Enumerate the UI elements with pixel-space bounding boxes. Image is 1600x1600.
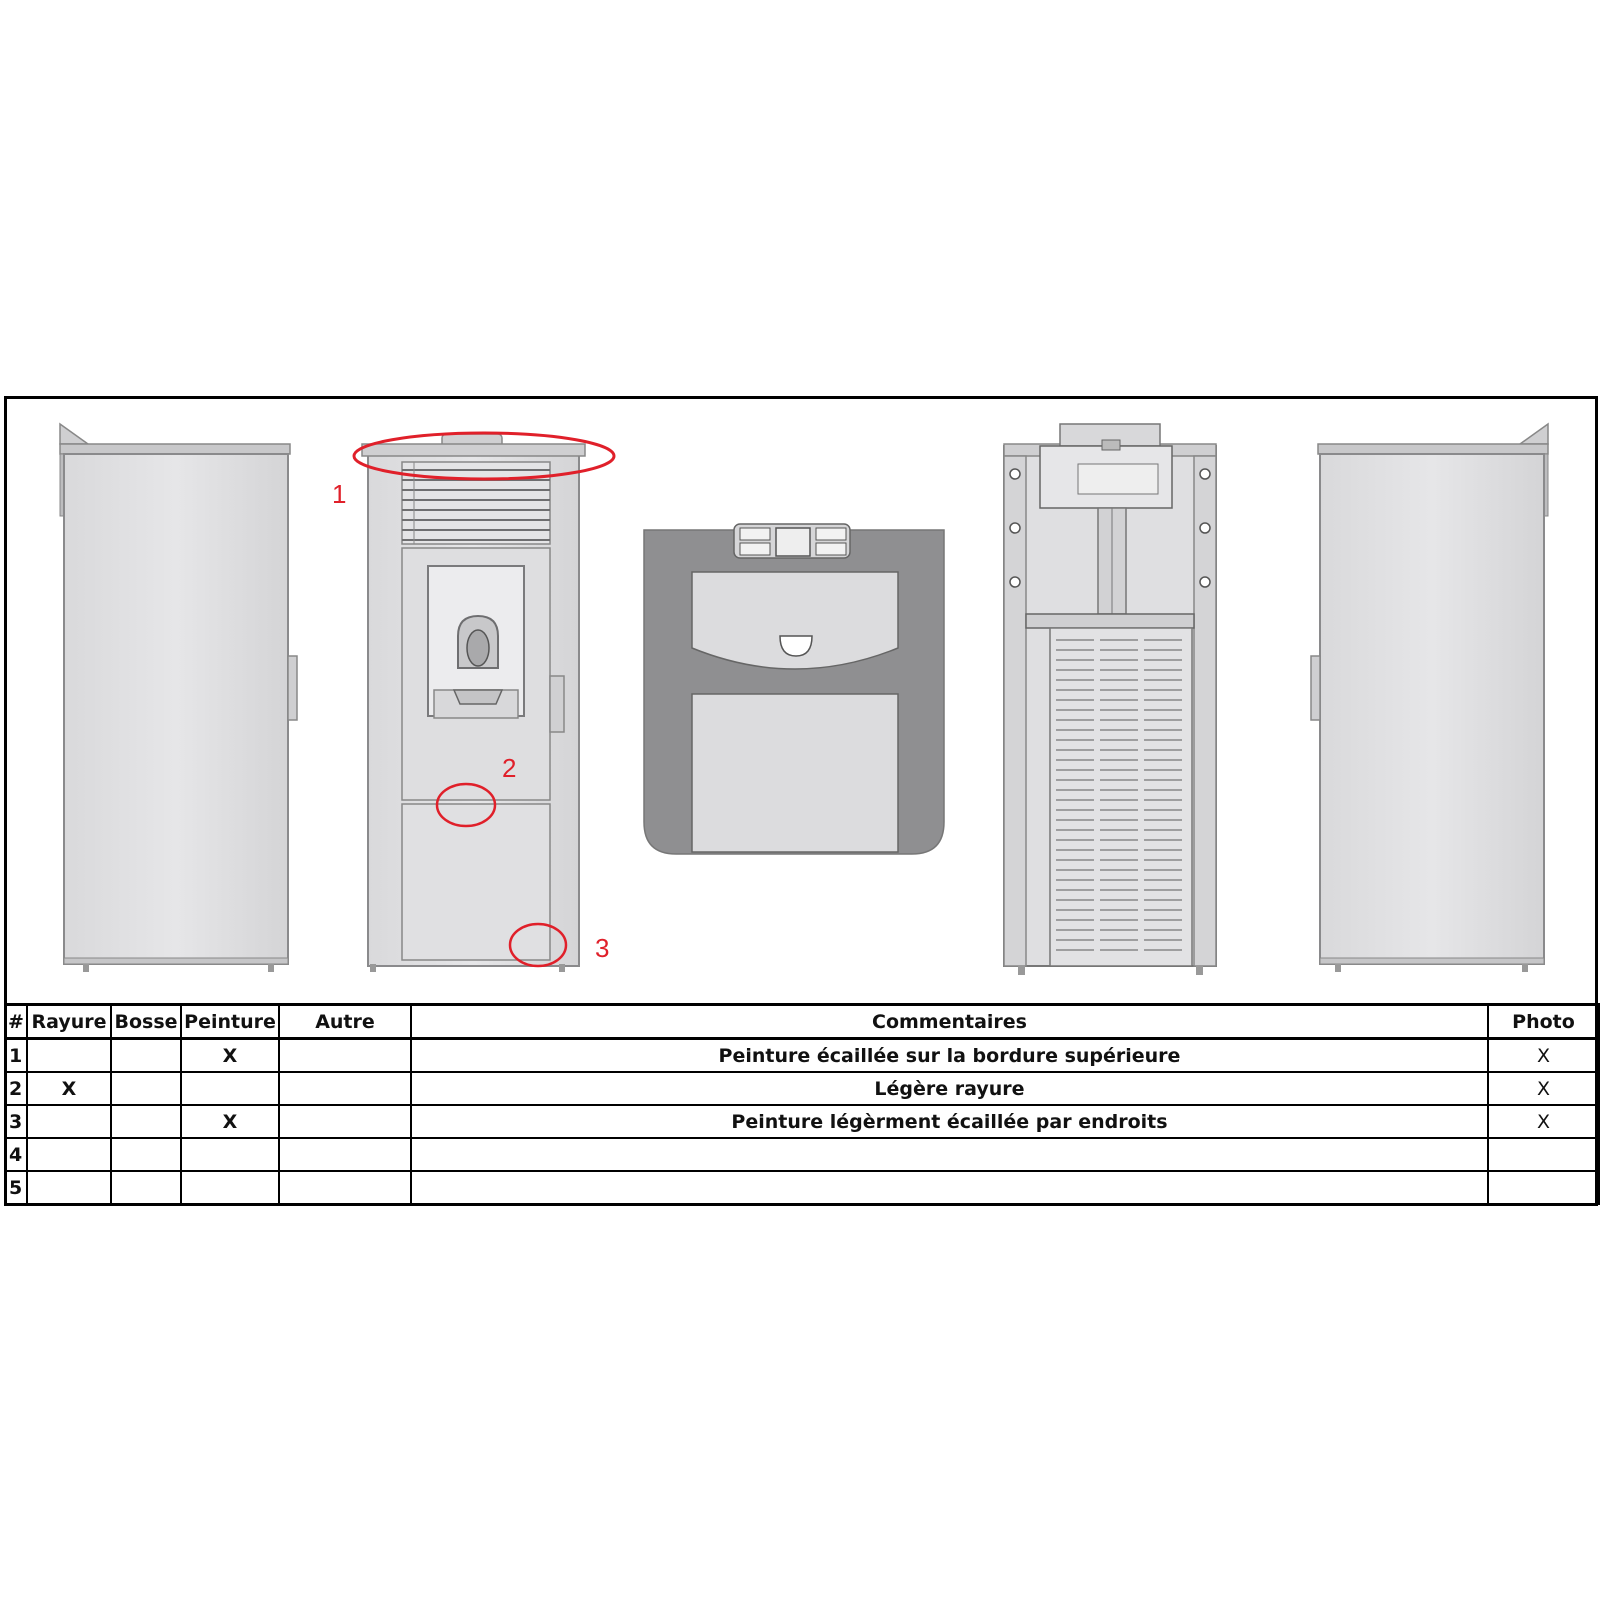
table-row: [5, 1171, 1599, 1204]
cell-rayure: X: [27, 1072, 111, 1105]
cell-rayure: [27, 1105, 111, 1138]
cell-bosse: [111, 1105, 181, 1138]
cell-peinture: X: [181, 1105, 279, 1138]
header-autre: Autre: [279, 1005, 411, 1039]
cell-bosse: [111, 1039, 181, 1073]
marker-3: 3: [595, 933, 610, 963]
marker-2: 2: [502, 753, 517, 783]
header-bosse: Bosse: [111, 1005, 181, 1039]
cell-photo: X: [1488, 1039, 1599, 1073]
cell-photo: [1488, 1138, 1599, 1171]
table-row: [5, 1072, 1599, 1105]
row-num: 1: [5, 1039, 27, 1073]
cell-comment: [411, 1138, 1488, 1171]
damage-report-table: [4, 1003, 1600, 1205]
row-num: 5: [5, 1171, 27, 1204]
cell-photo: X: [1488, 1072, 1599, 1105]
cell-autre: [279, 1138, 411, 1171]
cell-photo: [1488, 1171, 1599, 1204]
row-num: 4: [5, 1138, 27, 1171]
cell-autre: [279, 1039, 411, 1073]
table-row: [5, 1105, 1599, 1138]
header-photo: Photo: [1488, 1005, 1599, 1039]
control-panel-view: [644, 524, 944, 854]
side-view-right: [1311, 424, 1548, 972]
row-num: 3: [5, 1105, 27, 1138]
row-num: 2: [5, 1072, 27, 1105]
header-peinture: Peinture: [181, 1005, 279, 1039]
cell-comment: [411, 1171, 1488, 1204]
table-row: [5, 1039, 1599, 1073]
cell-peinture: [181, 1138, 279, 1171]
cell-autre: [279, 1105, 411, 1138]
cell-autre: [279, 1072, 411, 1105]
front-view: [362, 434, 585, 972]
cell-comment: Peinture légèrment écaillée par endroits: [411, 1105, 1488, 1138]
cell-bosse: [111, 1171, 181, 1204]
cell-comment: Peinture écaillée sur la bordure supérieure: [411, 1039, 1488, 1073]
cell-rayure: [27, 1039, 111, 1073]
cell-autre: [279, 1171, 411, 1204]
cell-photo: X: [1488, 1105, 1599, 1138]
cell-bosse: [111, 1138, 181, 1171]
header-num: #: [5, 1005, 27, 1039]
cell-peinture: X: [181, 1039, 279, 1073]
cell-comment: Légère rayure: [411, 1072, 1488, 1105]
side-view-left: [60, 424, 297, 972]
header-commentaires: Commentaires: [411, 1005, 1488, 1039]
cell-bosse: [111, 1072, 181, 1105]
cell-peinture: [181, 1171, 279, 1204]
marker-1: 1: [332, 479, 347, 509]
cell-rayure: [27, 1171, 111, 1204]
cell-rayure: [27, 1138, 111, 1171]
header-rayure: Rayure: [27, 1005, 111, 1039]
table-header-row: [5, 1005, 1599, 1039]
table-row: [5, 1138, 1599, 1171]
rear-view: [1004, 424, 1216, 975]
cell-peinture: [181, 1072, 279, 1105]
